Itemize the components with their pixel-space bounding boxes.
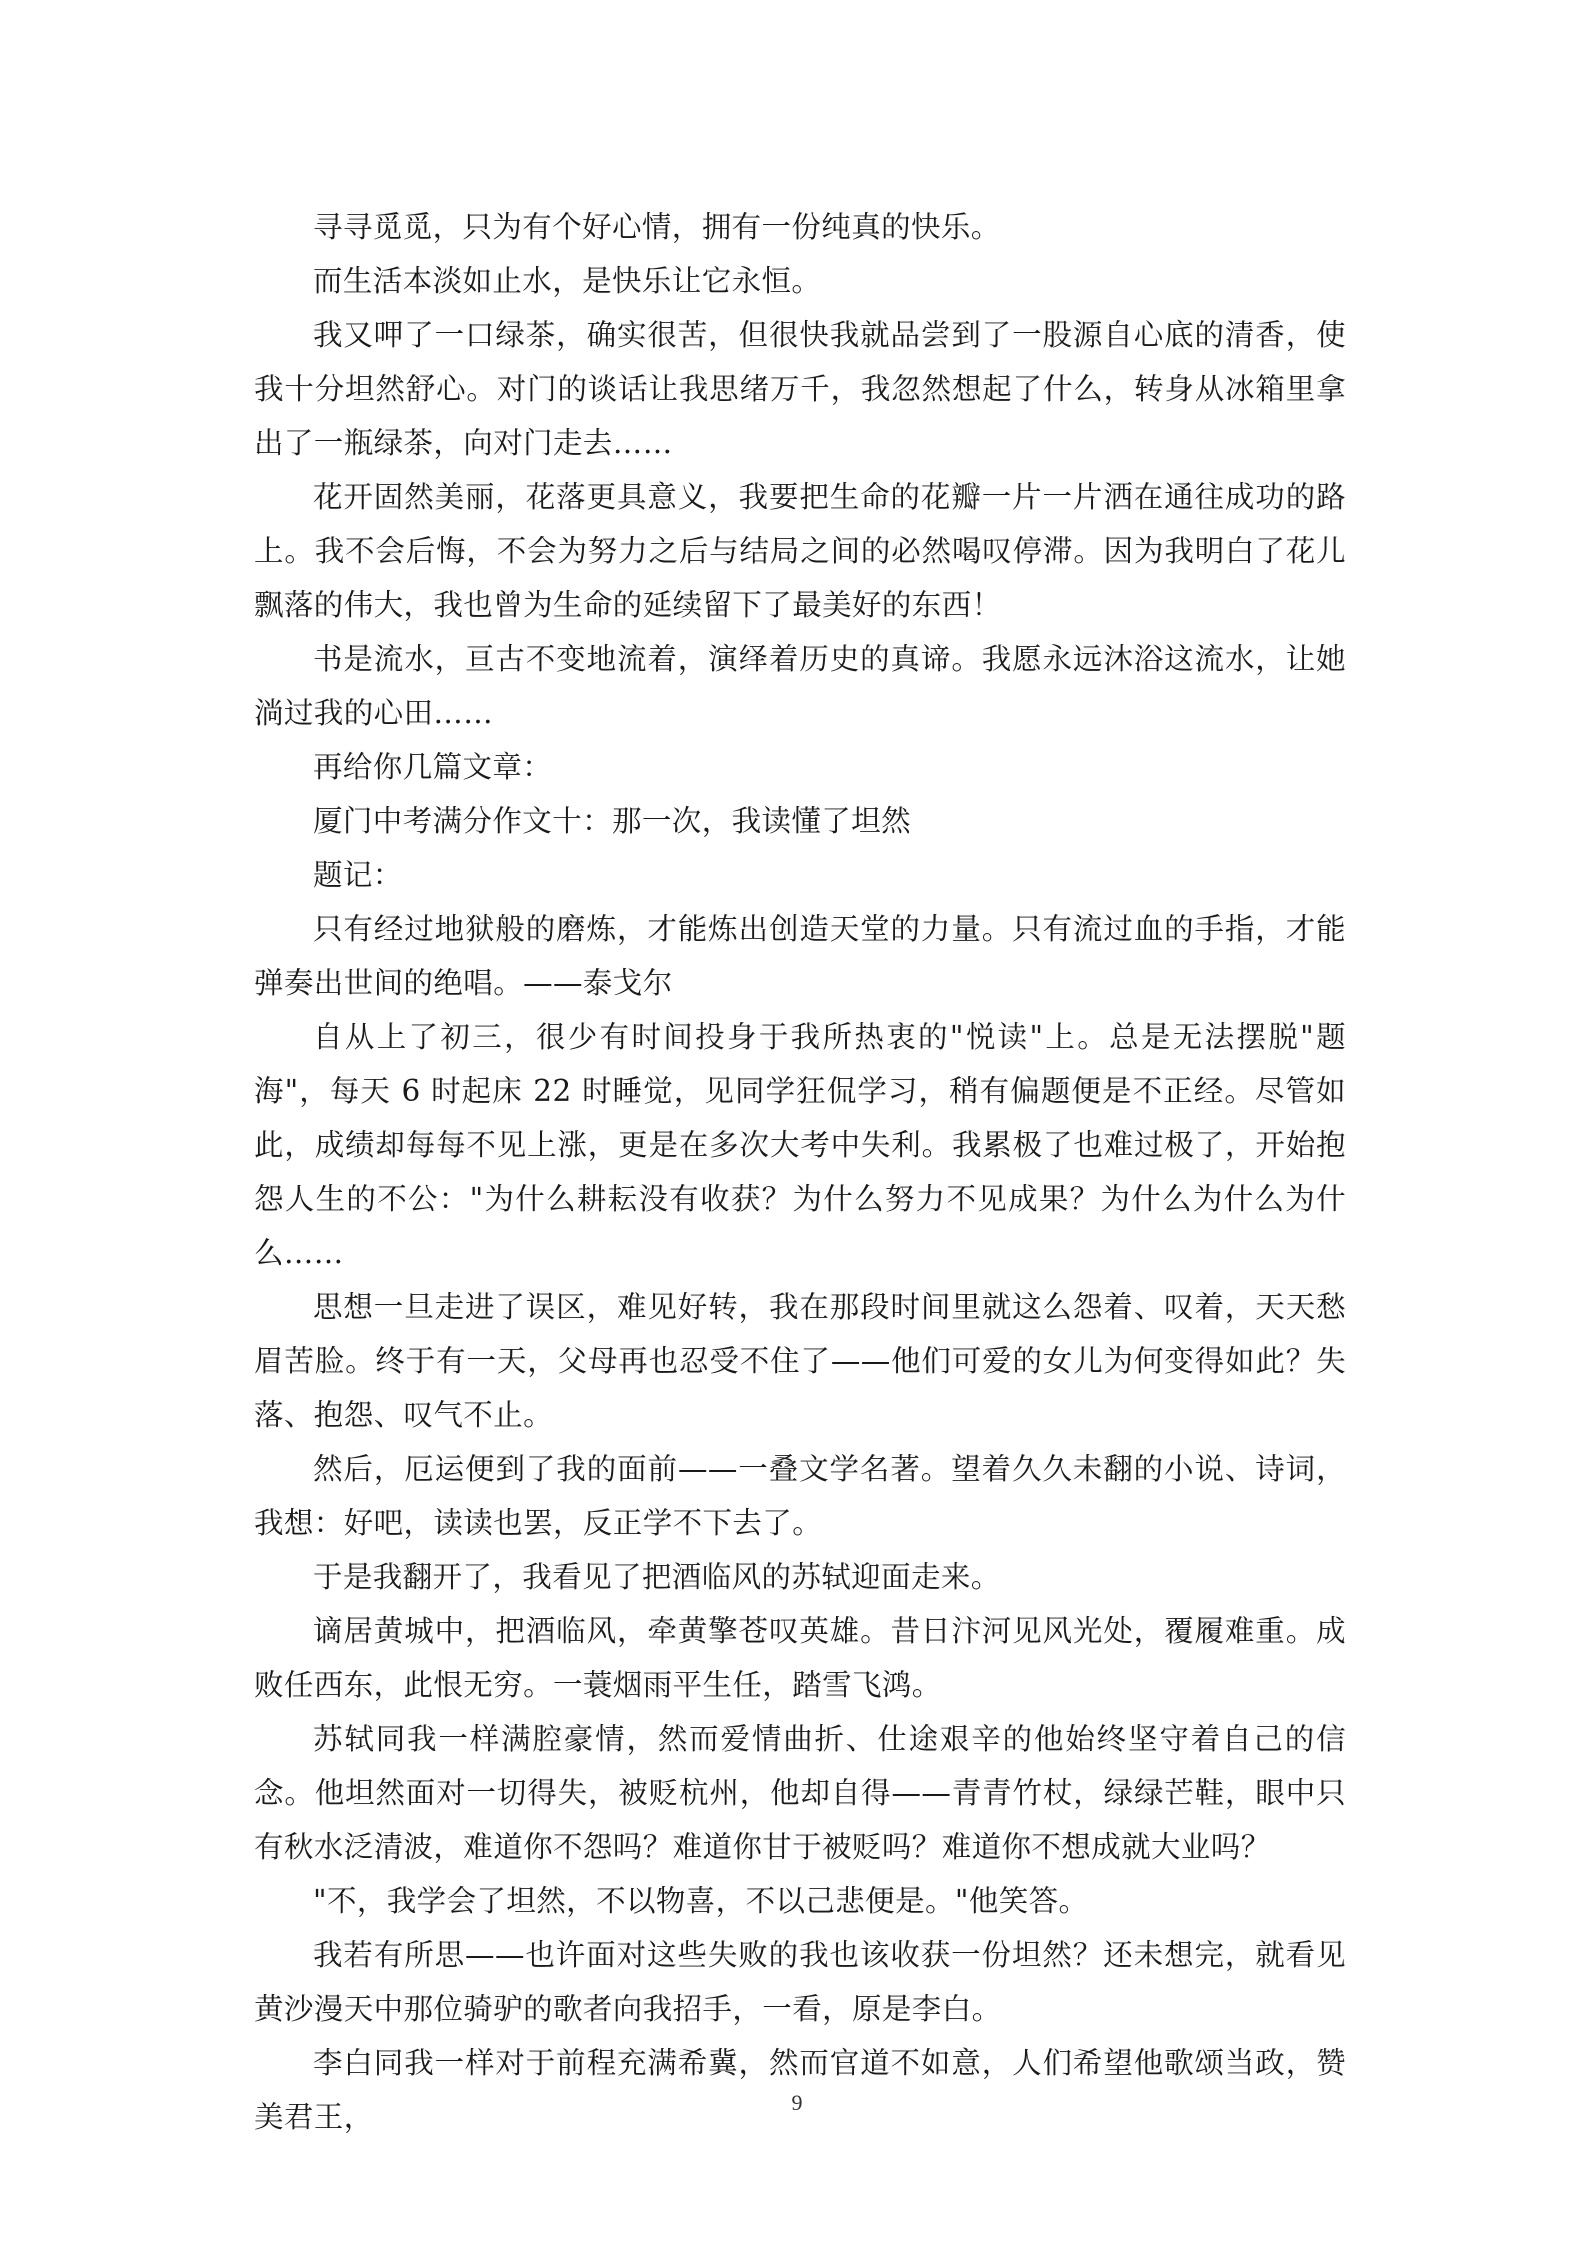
paragraph: "不，我学会了坦然，不以物喜，不以己悲便是。"他笑答。 [313, 1884, 1089, 1918]
paragraph: 思想一旦走进了误区，难见好转，我在那段时间里就这么怨着、叹着，天天愁眉苦脸。终于有一天，父母再也忍受不住了——他们可爱的女儿为何变得如此？失落、抱怨、叹气不止。 [254, 1290, 1346, 1432]
document-body [254, 200, 1346, 2144]
article-title: 厦门中考满分作文十：那一次，我读懂了坦然 [313, 804, 912, 838]
paragraph: 而生活本淡如止水，是快乐让它永恒。 [313, 264, 822, 298]
epigraph-quote: 只有经过地狱般的磨炼，才能炼出创造天堂的力量。只有流过血的手指，才能弹奏出世间的绝唱。——泰戈尔 [254, 912, 1346, 1000]
paragraph: 花开固然美丽，花落更具意义，我要把生命的花瓣一片一片洒在通往成功的路上。我不会后悔，不会为努力之后与结局之间的必然喝叹停滞。因为我明白了花儿飘落的伟大，我也曾为生命的延续留下了最美好的东西！ [254, 480, 1346, 622]
paragraph: 书是流水，亘古不变地流着，演绎着历史的真谛。我愿永远沐浴这流水，让她淌过我的心田…… [254, 642, 1346, 730]
paragraph: 我又呷了一口绿茶，确实很苦，但很快我就品尝到了一股源自心底的清香，使我十分坦然舒心。对门的谈话让我思绪万千，我忽然想起了什么，转身从冰箱里拿出了一瓶绿茶，向对门走去…… [254, 318, 1346, 460]
page-number: 9 [791, 2090, 803, 2115]
paragraph: 我若有所思——也许面对这些失败的我也该收获一份坦然？还未想完，就看见黄沙漫天中那位骑驴的歌者向我招手，一看，原是李白。 [254, 1938, 1346, 2026]
paragraph: 李白同我一样对于前程充满希冀，然而官道不如意，人们希望他歌颂当政，赞美君王， [254, 2046, 1346, 2134]
paragraph: 自从上了初三，很少有时间投身于我所热衷的"悦读"上。总是无法摆脱"题海"，每天 6 时起床 22 时睡觉，见同学狂侃学习，稍有偏题便是不正经。尽管如此，成绩却每每不见上涨，更是在多次大考中失利。我累极了也难过极了，开始抱怨人生的不公："为什么耕耘没有收获？为什么努力不见成果？为什么为什么为什么…… [254, 1020, 1346, 1270]
paragraph: 再给你几篇文章： [313, 750, 553, 784]
epigraph-heading: 题记： [313, 858, 403, 892]
paragraph: 寻寻觅觅，只为有个好心情，拥有一份纯真的快乐。 [313, 210, 1001, 244]
paragraph: 苏轼同我一样满腔豪情，然而爱情曲折、仕途艰辛的他始终坚守着自己的信念。他坦然面对一切得失，被贬杭州，他却自得——青青竹杖，绿绿芒鞋，眼中只有秋水泛清波，难道你不怨吗？难道你甘于被贬吗？难道你不想成就大业吗？ [254, 1722, 1346, 1864]
paragraph: 谪居黄城中，把酒临风，牵黄擎苍叹英雄。昔日汴河见风光处，覆履难重。成败任西东，此恨无穷。一蓑烟雨平生任，踏雪飞鸿。 [254, 1614, 1346, 1702]
paragraph: 然后，厄运便到了我的面前——一叠文学名著。望着久久未翻的小说、诗词，我想：好吧，读读也罢，反正学不下去了。 [254, 1452, 1346, 1540]
paragraph: 于是我翻开了，我看见了把酒临风的苏轼迎面走来。 [313, 1560, 1001, 1594]
